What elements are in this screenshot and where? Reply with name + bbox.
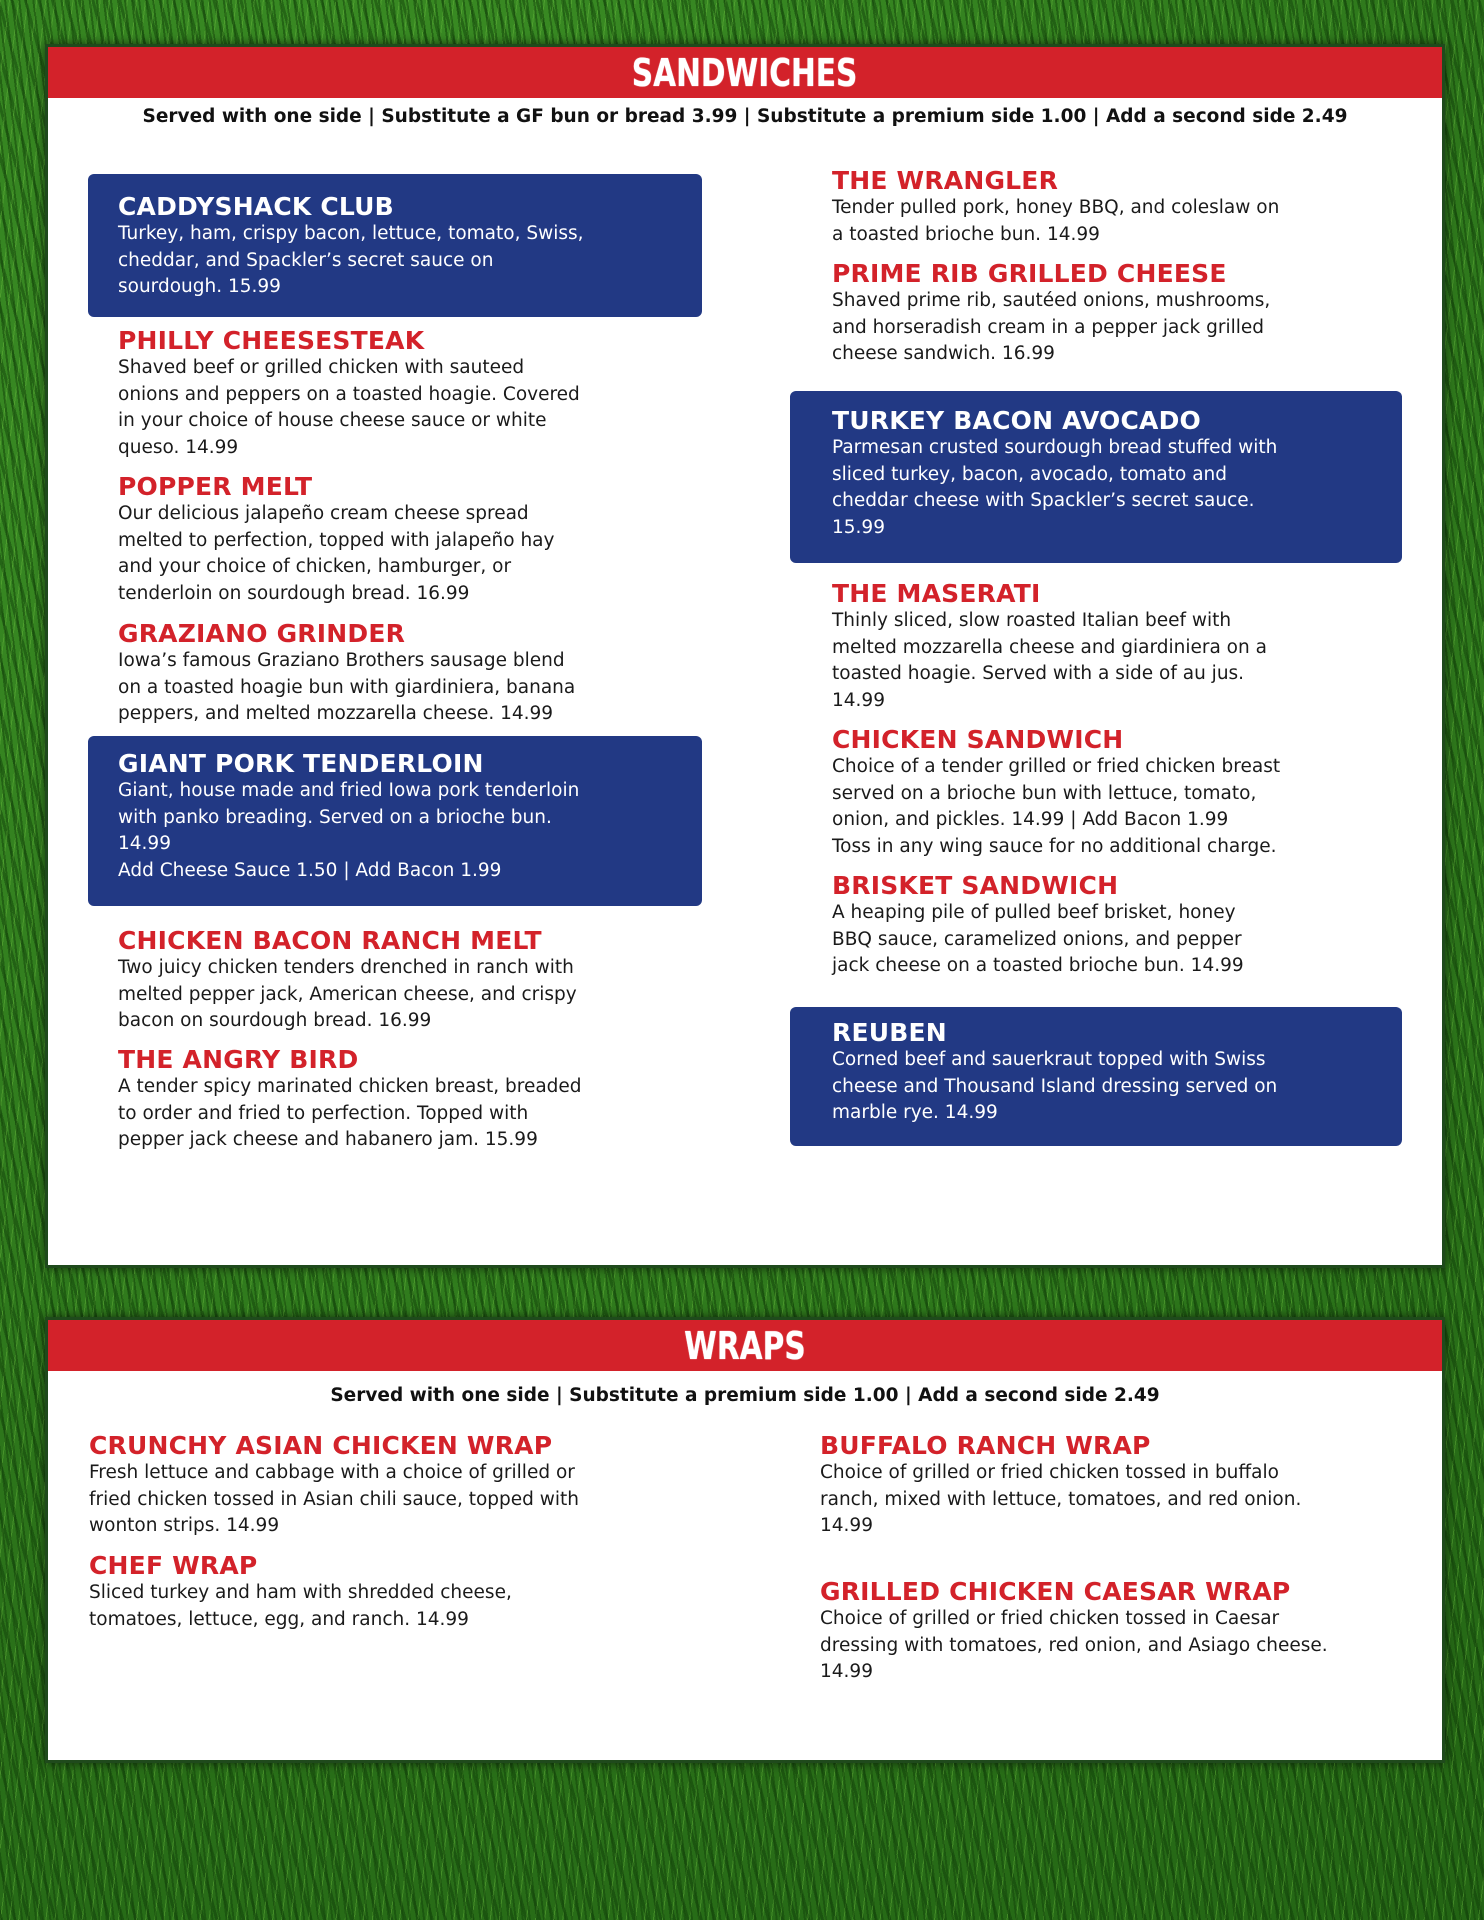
menu-item-brisket-sandwich: [832, 872, 1372, 980]
sandwiches-banner: [48, 47, 1442, 98]
item-name: CHICKEN SANDWICH: [832, 725, 1124, 754]
menu-item-the-wrangler: [832, 167, 1372, 248]
item-desc: Shaved prime rib, sautéed onions, mushrooms, and horseradish cream in a pepper jack grilled cheese sandwich. 16.99: [832, 290, 1271, 364]
item-desc: Turkey, ham, crispy bacon, lettuce, tomato, Swiss, cheddar, and Spackler’s secret sauce on sourdough. 15.99: [118, 223, 584, 297]
item-desc: Iowa’s famous Graziano Brothers sausage blend on a toasted hoagie bun with giardiniera, banana peppers, and melted mozzarella cheese. 14.99: [118, 650, 576, 724]
item-desc: Sliced turkey and ham with shredded cheese, tomatoes, lettuce, egg, and ranch. 14.99: [89, 1582, 512, 1630]
menu-item-the-maserati: [832, 580, 1372, 714]
item-name: BRISKET SANDWICH: [832, 871, 1119, 900]
menu-item-the-angry-bird: [118, 1046, 658, 1154]
item-name: THE MASERATI: [832, 579, 1041, 608]
item-name: GRAZIANO GRINDER: [118, 619, 406, 648]
sandwiches-panel: [45, 44, 1445, 1268]
item-name: TURKEY BACON AVOCADO: [832, 406, 1202, 435]
item-desc: Our delicious jalapeño cream cheese spread melted to perfection, topped with jalapeño hay and your choice of chicken, hamburger, or tenderloin on sourdough bread. 16.99: [118, 503, 555, 604]
item-name: PHILLY CHEESESTEAK: [118, 326, 425, 355]
item-name: PRIME RIB GRILLED CHEESE: [832, 259, 1227, 288]
item-desc: Choice of a tender grilled or fried chicken breast served on a brioche bun with lettuce, tomato, onion, and pickles. 14.99 | Add Bacon 1.99 Toss in any wing sauce for no additional charge.: [832, 756, 1281, 857]
item-desc: Corned beef and sauerkraut topped with Swiss cheese and Thousand Island dressing served on marble rye. 14.99: [832, 1049, 1278, 1123]
sandwiches-subline: Served with one side | Substitute a GF bun or bread 3.99 | Substitute a premium side 1.00 | Add a second side 2.49: [142, 106, 1348, 127]
item-name: THE ANGRY BIRD: [118, 1045, 359, 1074]
menu-item-turkey-bacon-avocado: [790, 391, 1402, 563]
wraps-title: WRAPS: [684, 1323, 806, 1368]
item-desc: Parmesan crusted sourdough bread stuffed with sliced turkey, bacon, avocado, tomato and cheddar cheese with Spackler’s secret sauce. 15.99: [832, 437, 1278, 538]
menu-item-caddyshack-club: [88, 174, 702, 317]
menu-item-chicken-sandwich: [832, 726, 1392, 860]
menu-item-graziano-grinder: [118, 620, 658, 728]
sandwiches-title: SANDWICHES: [632, 50, 858, 95]
menu-item-grilled-chicken-caesar-wrap: [820, 1578, 1420, 1686]
menu-item-chicken-bacon-ranch-melt: [118, 927, 658, 1035]
item-name: GIANT PORK TENDERLOIN: [118, 749, 484, 778]
item-name: CRUNCHY ASIAN CHICKEN WRAP: [89, 1431, 553, 1460]
item-desc: Choice of grilled or fried chicken tossed in Caesar dressing with tomatoes, red onion, and Asiago cheese. 14.99: [820, 1608, 1328, 1682]
menu-item-chef-wrap: [89, 1552, 689, 1633]
item-name: GRILLED CHICKEN CAESAR WRAP: [820, 1577, 1291, 1606]
item-name: THE WRANGLER: [832, 166, 1059, 195]
wraps-panel: [45, 1317, 1445, 1763]
item-desc: Tender pulled pork, honey BBQ, and coleslaw on a toasted brioche bun. 14.99: [832, 197, 1280, 245]
item-name: CHICKEN BACON RANCH MELT: [118, 926, 542, 955]
item-desc: Two juicy chicken tenders drenched in ranch with melted pepper jack, American cheese, and crispy bacon on sourdough bread. 16.99: [118, 957, 577, 1031]
menu-item-buffalo-ranch-wrap: [820, 1432, 1420, 1540]
menu-item-prime-rib-grilled-cheese: [832, 260, 1372, 368]
item-desc: Choice of grilled or fried chicken tossed in buffalo ranch, mixed with lettuce, tomatoes, and red onion. 14.99: [820, 1462, 1302, 1536]
item-desc: Fresh lettuce and cabbage with a choice of grilled or fried chicken tossed in Asian chili sauce, topped with wonton strips. 14.99: [89, 1462, 580, 1536]
item-name: CADDYSHACK CLUB: [118, 192, 394, 221]
menu-item-philly-cheesesteak: [118, 327, 658, 461]
wraps-subline: Served with one side | Substitute a premium side 1.00 | Add a second side 2.49: [330, 1385, 1160, 1406]
menu-item-reuben: [790, 1007, 1402, 1146]
item-name: POPPER MELT: [118, 472, 313, 501]
item-name: REUBEN: [832, 1018, 947, 1047]
item-desc: Shaved beef or grilled chicken with sauteed onions and peppers on a toasted hoagie. Covered in your choice of house cheese sauce or white queso. 14.99: [118, 357, 580, 458]
menu-item-giant-pork-tenderloin: [88, 736, 702, 906]
item-name: CHEF WRAP: [89, 1551, 258, 1580]
item-name: BUFFALO RANCH WRAP: [820, 1431, 1151, 1460]
item-desc: A heaping pile of pulled beef brisket, honey BBQ sauce, caramelized onions, and pepper jack cheese on a toasted brioche bun. 14.99: [832, 902, 1244, 976]
menu-item-crunchy-asian-chicken-wrap: [89, 1432, 689, 1540]
wraps-banner: [48, 1320, 1442, 1371]
item-desc: Thinly sliced, slow roasted Italian beef with melted mozzarella cheese and giardiniera on a toasted hoagie. Served with a side of au jus. 14.99: [832, 610, 1267, 711]
item-desc: A tender spicy marinated chicken breast, breaded to order and fried to perfection. Topped with pepper jack cheese and habanero jam. 15.99: [118, 1076, 582, 1150]
menu-item-popper-melt: [118, 473, 658, 607]
item-desc: Giant, house made and fried Iowa pork tenderloin with panko breading. Served on a brioche bun. 14.99 Add Cheese Sauce 1.50 | Add Bacon 1.99: [118, 780, 580, 881]
